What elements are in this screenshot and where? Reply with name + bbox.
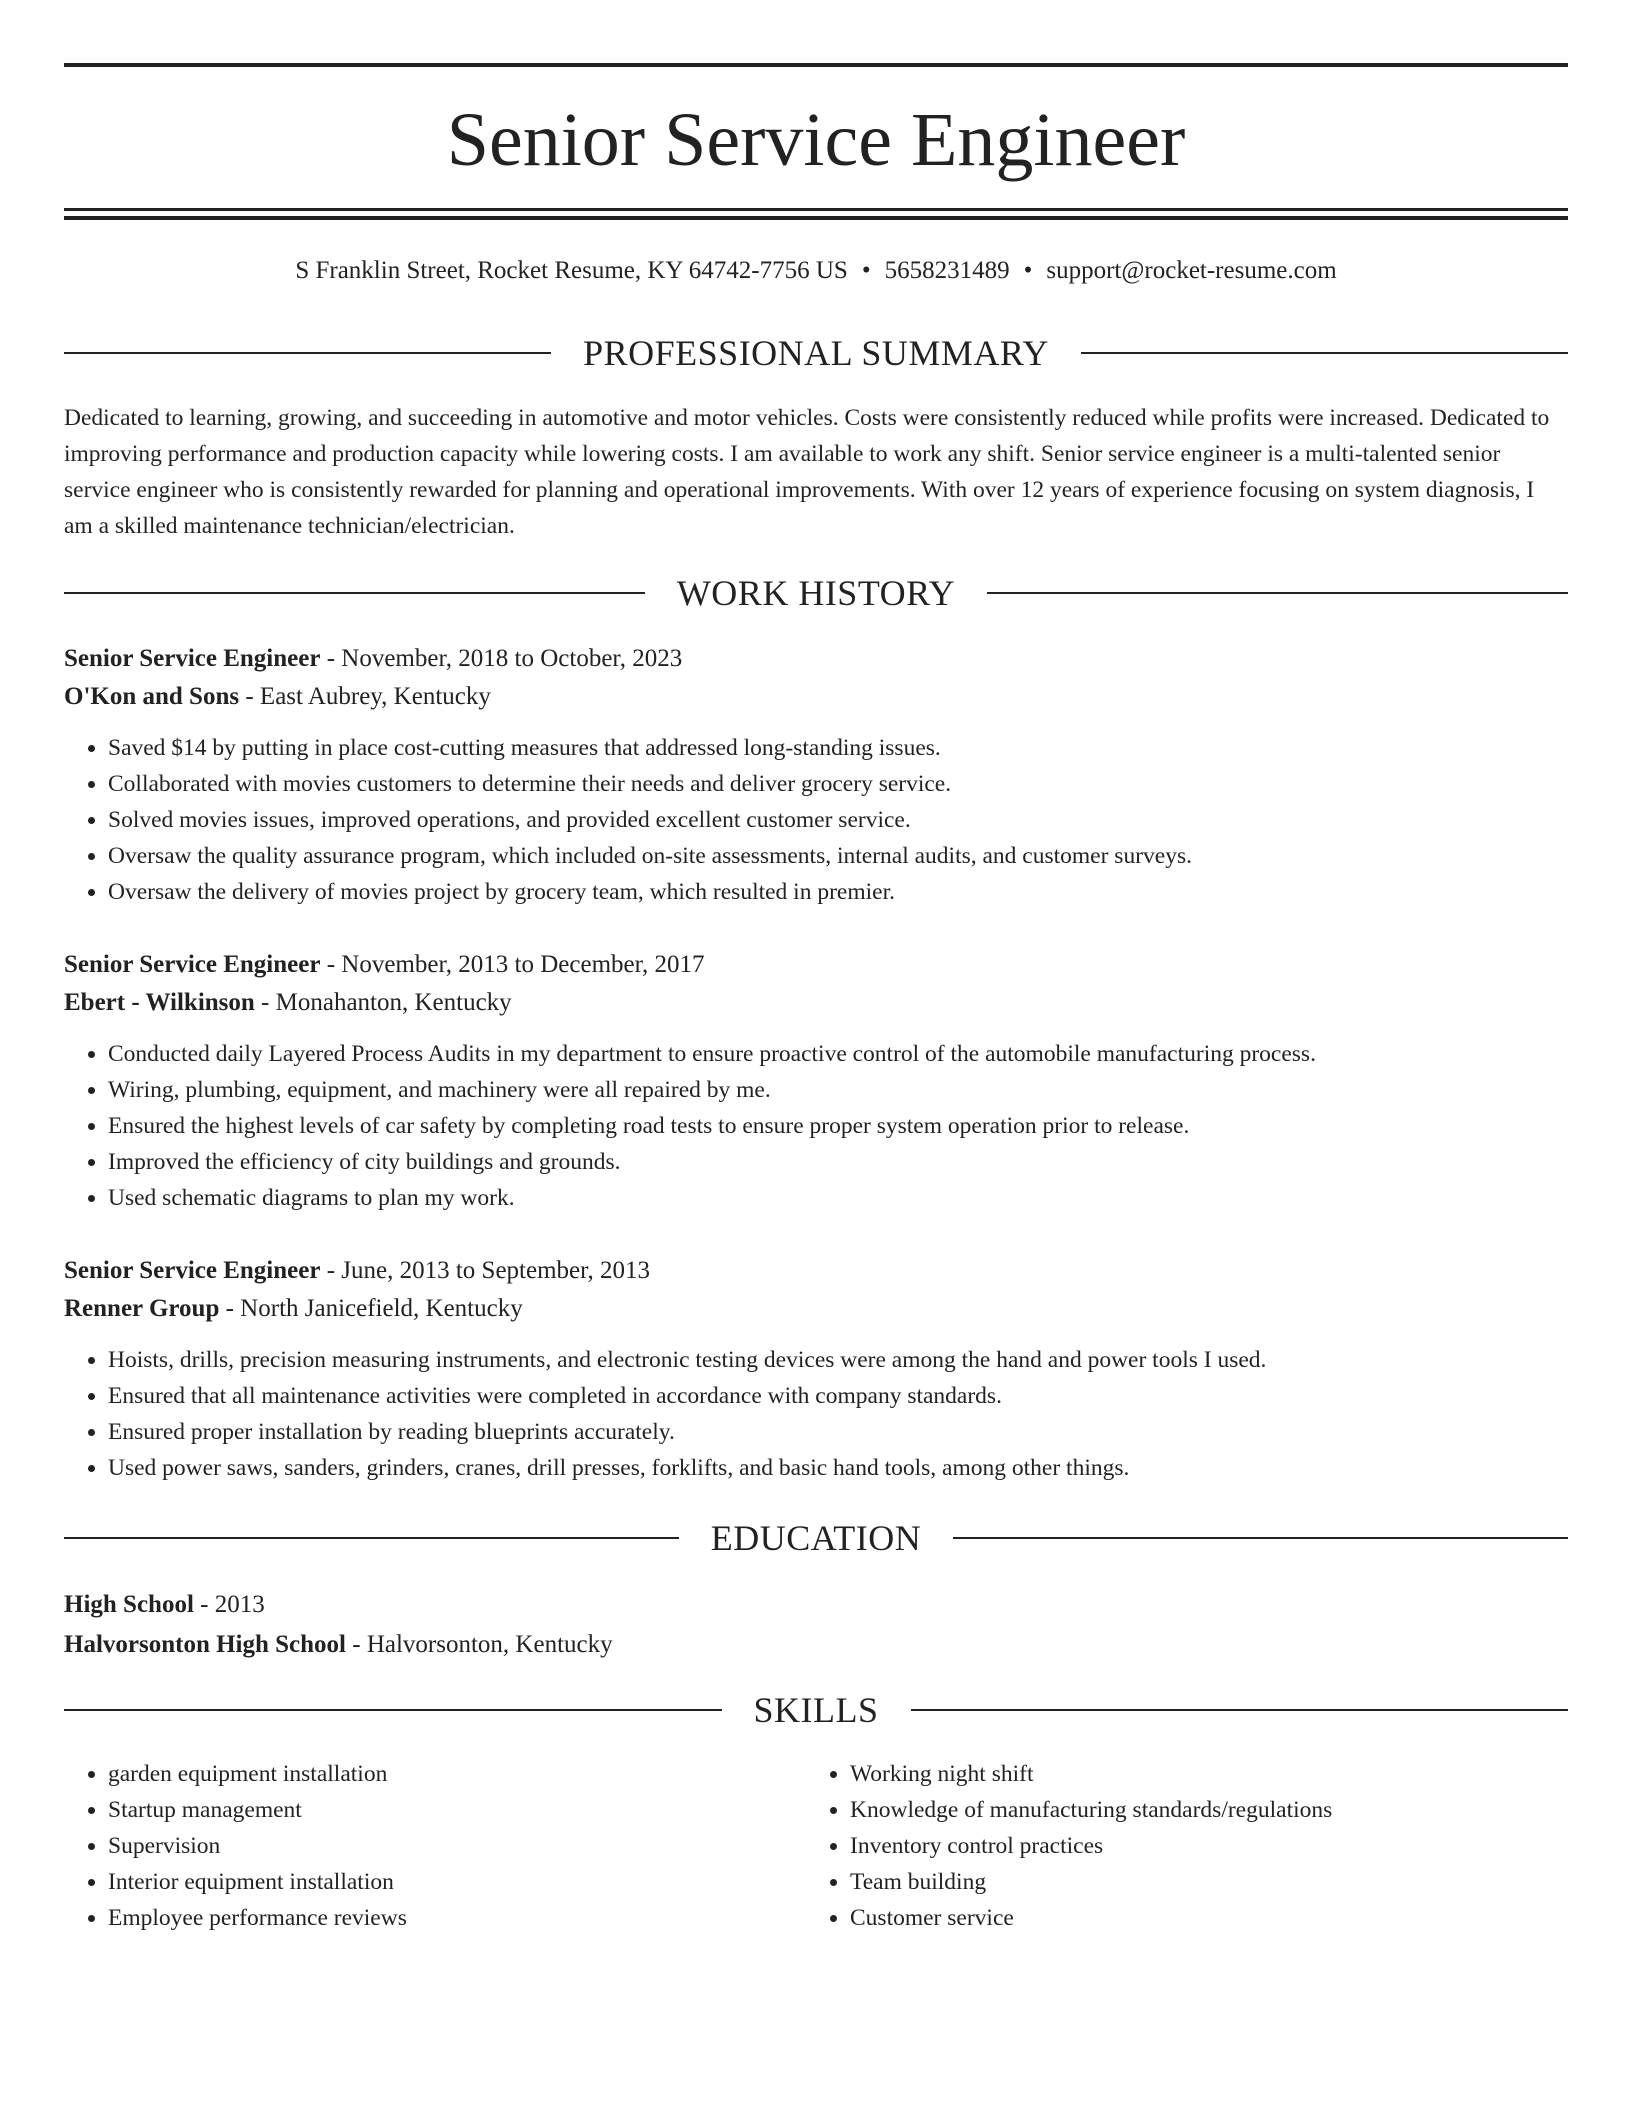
job-dates: - June, 2013 to September, 2013 — [320, 1257, 650, 1284]
heading-rule — [64, 1537, 679, 1539]
title-rule-lower — [64, 216, 1568, 220]
resume-title: Senior Service Engineer — [446, 98, 1186, 182]
list-item: • Collaborated with movies customers to determine their needs and deliver grocery service. — [108, 766, 1568, 802]
job-company-line — [64, 984, 1568, 1022]
list-item: • Used schematic diagrams to plan my work. — [108, 1180, 1568, 1216]
job-title: Senior Service Engineer — [64, 645, 321, 672]
section-title: WORK HISTORY — [676, 573, 956, 613]
list-item: • Startup management — [108, 1792, 806, 1828]
list-item: • Ensured that all maintenance activities were completed in accordance with company standards. — [108, 1378, 1568, 1414]
contact-separator: • — [861, 257, 871, 284]
list-item: • Interior equipment installation — [108, 1864, 806, 1900]
job-title: Senior Service Engineer — [64, 1257, 321, 1284]
contact-separator: • — [1023, 257, 1033, 284]
job-title: Senior Service Engineer — [64, 951, 321, 978]
list-item: • Customer service — [850, 1900, 1548, 1936]
education-year: - 2013 — [193, 1591, 265, 1618]
list-item: • Solved movies issues, improved operations, and provided excellent customer service. — [108, 802, 1568, 838]
skills-grid — [64, 1756, 1568, 1936]
job-location: - North Janicefield, Kentucky — [219, 1295, 523, 1322]
job-company-line — [64, 678, 1568, 716]
section-title: SKILLS — [753, 1690, 879, 1730]
section-title: PROFESSIONAL SUMMARY — [583, 333, 1049, 373]
list-item: • Ensured proper installation by reading blueprints accurately. — [108, 1414, 1568, 1450]
job-company: Ebert - Wilkinson — [64, 989, 255, 1016]
section-heading-work-history — [64, 571, 1568, 615]
heading-rule — [1081, 352, 1568, 354]
section-title: EDUCATION — [710, 1518, 922, 1558]
heading-rule — [953, 1537, 1568, 1539]
job-bullets — [64, 1342, 1568, 1486]
job-entry — [64, 946, 1568, 1216]
job-location: - East Aubrey, Kentucky — [239, 683, 491, 710]
heading-rule — [911, 1709, 1569, 1711]
education-school-line — [64, 1625, 1568, 1665]
job-company-line — [64, 1290, 1568, 1328]
list-item: • Used power saws, sanders, grinders, cranes, drill presses, forklifts, and basic hand tools, among other things. — [108, 1450, 1568, 1486]
section-heading-summary — [64, 331, 1568, 375]
section-heading-skills — [64, 1688, 1568, 1732]
list-item: • garden equipment installation — [108, 1756, 806, 1792]
education-entry — [64, 1585, 1568, 1665]
job-dates: - November, 2018 to October, 2023 — [320, 645, 683, 672]
list-item: • Working night shift — [850, 1756, 1548, 1792]
heading-rule — [64, 1709, 722, 1711]
education-school: Halvorsonton High School — [64, 1631, 346, 1658]
top-rule — [64, 63, 1568, 67]
list-item: • Saved $14 by putting in place cost-cutting measures that addressed long-standing issues. — [108, 730, 1568, 766]
contact-email: support@rocket-resume.com — [1046, 257, 1337, 284]
list-item: • Inventory control practices — [850, 1828, 1548, 1864]
summary-text: Dedicated to learning, growing, and succeeding in automotive and motor vehicles. Costs were consistently reduced while profits were increased. Dedicated to improving performance and production capacity while lowering costs. I am available to work any shift. Senior service engineer is a multi-talented senior service engineer who is consistently rewarded for planning and operational improvements. With over 12 years of experience focusing on system diagnosis, I am a skilled maintenance technician/electrician. — [64, 405, 1550, 539]
job-company: O'Kon and Sons — [64, 683, 240, 710]
list-item: • Team building — [850, 1864, 1548, 1900]
list-item: • Conducted daily Layered Process Audits in my department to ensure proactive control of the automobile manufacturing process. — [108, 1036, 1568, 1072]
section-heading-education — [64, 1516, 1568, 1560]
education-degree: High School — [64, 1591, 194, 1618]
list-item: • Knowledge of manufacturing standards/regulations — [850, 1792, 1548, 1828]
job-bullets — [64, 730, 1568, 910]
job-entry — [64, 640, 1568, 910]
education-location: - Halvorsonton, Kentucky — [346, 1631, 613, 1658]
list-item: • Supervision — [108, 1828, 806, 1864]
contact-line — [64, 253, 1568, 289]
skills-column-right — [806, 1756, 1548, 1936]
list-item: • Wiring, plumbing, equipment, and machinery were all repaired by me. — [108, 1072, 1568, 1108]
list-item: • Improved the efficiency of city buildings and grounds. — [108, 1144, 1568, 1180]
skills-column-left — [64, 1756, 806, 1936]
job-title-line — [64, 946, 1568, 984]
job-dates: - November, 2013 to December, 2017 — [320, 951, 705, 978]
education-degree-line — [64, 1585, 1568, 1625]
job-location: - Monahanton, Kentucky — [254, 989, 512, 1016]
contact-phone: 5658231489 — [884, 257, 1010, 284]
job-title-line — [64, 640, 1568, 678]
job-bullets — [64, 1036, 1568, 1216]
contact-address: S Franklin Street, Rocket Resume, KY 64742-7756 US — [295, 257, 848, 284]
heading-rule — [64, 592, 645, 594]
job-title-line — [64, 1252, 1568, 1290]
job-company: Renner Group — [64, 1295, 220, 1322]
list-item: • Employee performance reviews — [108, 1900, 806, 1936]
list-item: • Oversaw the quality assurance program, which included on-site assessments, internal audits, and customer surveys. — [108, 838, 1568, 874]
job-entry — [64, 1252, 1568, 1486]
list-item: • Oversaw the delivery of movies project by grocery team, which resulted in premier. — [108, 874, 1568, 910]
heading-rule — [987, 592, 1568, 594]
list-item: • Ensured the highest levels of car safety by completing road tests to ensure proper system operation prior to release. — [108, 1108, 1568, 1144]
list-item: • Hoists, drills, precision measuring instruments, and electronic testing devices were among the hand and power tools I used. — [108, 1342, 1568, 1378]
title-rule-upper — [64, 208, 1568, 211]
heading-rule — [64, 352, 551, 354]
